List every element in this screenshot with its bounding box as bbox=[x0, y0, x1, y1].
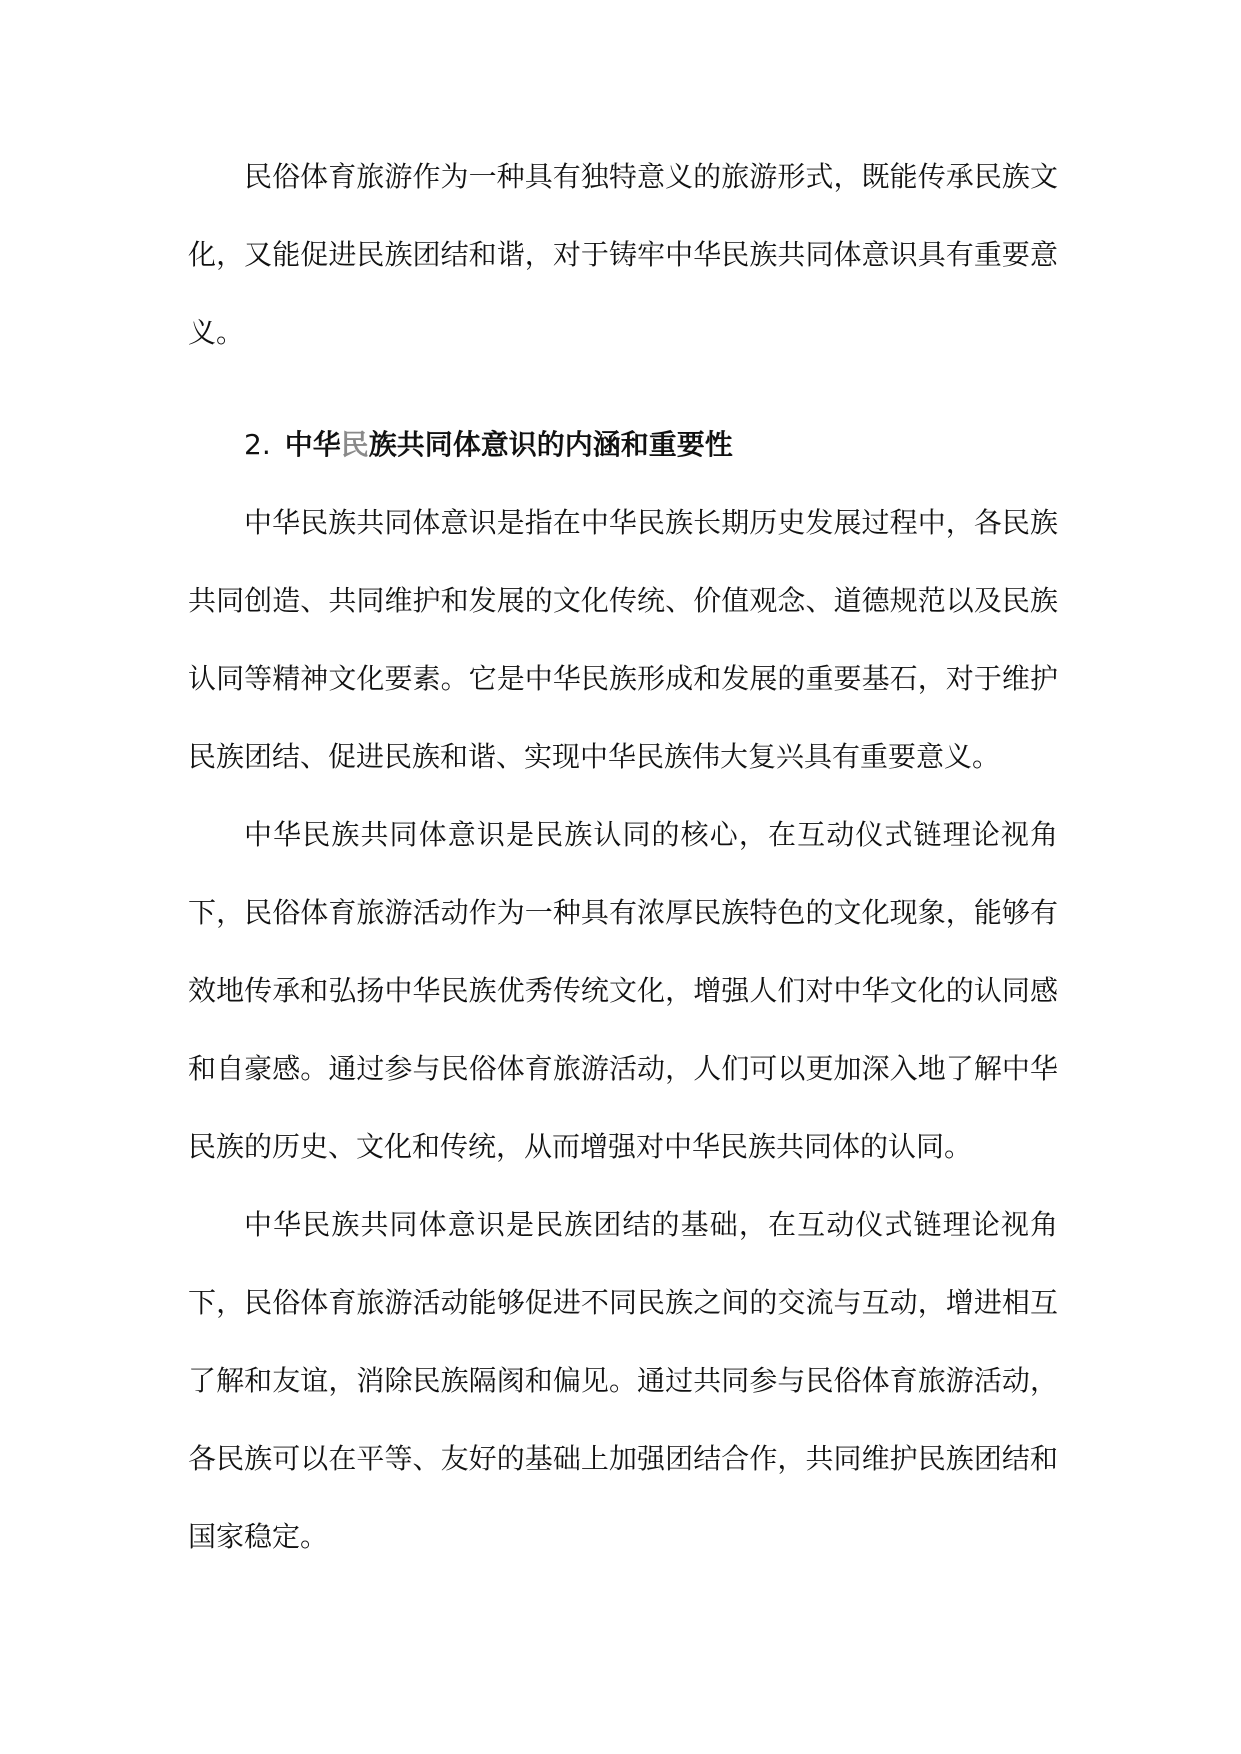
section-number: 2. bbox=[244, 428, 271, 461]
section-heading bbox=[188, 406, 1058, 484]
section-paragraph-identity: 中华民族共同体意识是民族认同的核心，在互动仪式链理论视角下，民俗体育旅游活动作为一种具有浓厚民族特色的文化现象，能够有效地传承和弘扬中华民族优秀传统文化，增强人们对中华文化的认同感和自豪感。通过参与民俗体育旅游活动，人们可以更加深入地了解中华民族的历史、文化和传统，从而增强对中华民族共同体的认同。 bbox=[188, 818, 1058, 1163]
section-title-faint-char: 民 bbox=[340, 428, 369, 461]
document-body bbox=[188, 138, 1058, 1576]
section-title-part2: 族共同体意识的内涵和重要性 bbox=[368, 428, 733, 461]
intro-paragraph: 民俗体育旅游作为一种具有独特意义的旅游形式，既能传承民族文化，又能促进民族团结和谐，对于铸牢中华民族共同体意识具有重要意义。 bbox=[188, 160, 1058, 349]
section-paragraph-unity: 中华民族共同体意识是民族团结的基础，在互动仪式链理论视角下，民俗体育旅游活动能够促进不同民族之间的交流与互动，增进相互了解和友谊，消除民族隔阂和偏见。通过共同参与民俗体育旅游活动，各民族可以在平等、友好的基础上加强团结合作，共同维护民族团结和国家稳定。 bbox=[188, 1208, 1058, 1553]
section-title-part1: 中华 bbox=[284, 428, 341, 461]
section-paragraph-definition: 中华民族共同体意识是指在中华民族长期历史发展过程中，各民族共同创造、共同维护和发展的文化传统、价值观念、道德规范以及民族认同等精神文化要素。它是中华民族形成和发展的重要基石，对于维护民族团结、促进民族和谐、实现中华民族伟大复兴具有重要意义。 bbox=[188, 506, 1058, 773]
